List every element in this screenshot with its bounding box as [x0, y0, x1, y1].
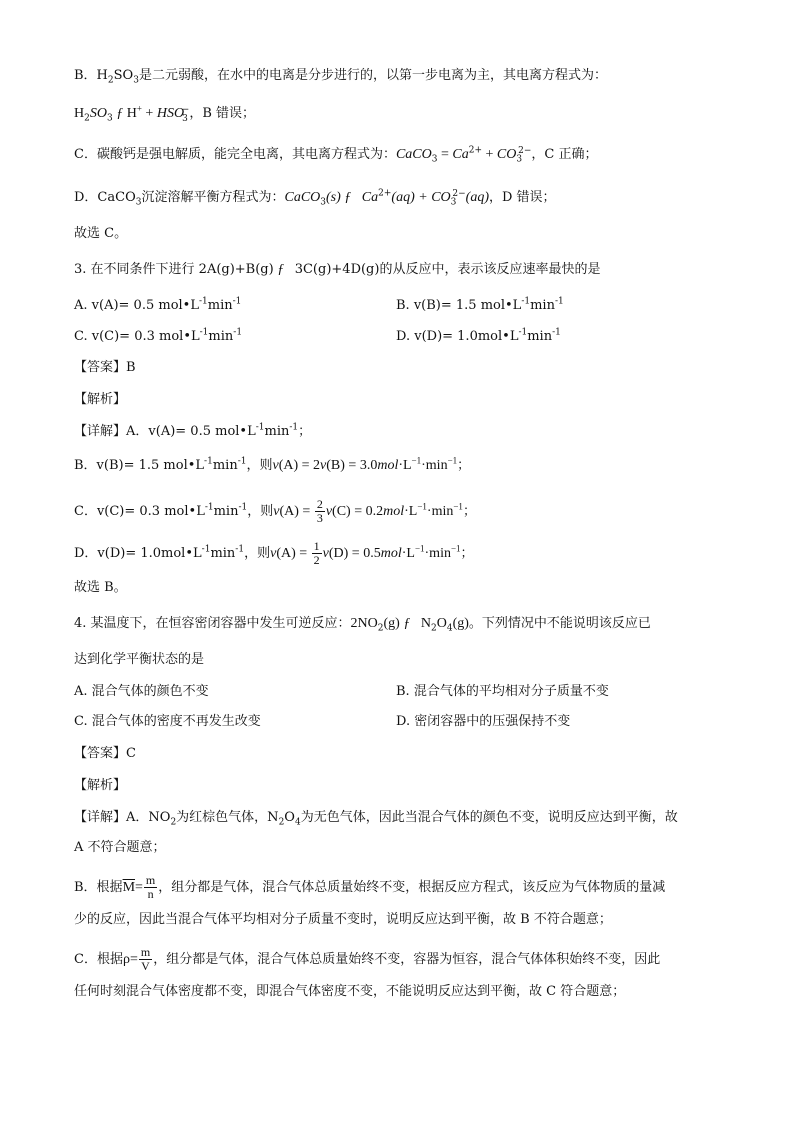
- question-4-stem-line2: 达到化学平衡状态的是: [74, 652, 205, 667]
- q4-detail-a-line2: A 不符合题意；: [74, 840, 166, 855]
- q3-detail-c: C．v(C)= 0.3 $mol•L^{-1}\min^{-1}$，则v(A) = $\frac{2}{3}$ $v(C) = 0.2mol\cdot L^{-1}\cdot\min^{-1}$；: [74, 497, 476, 525]
- q3-option-b: B. v(B)= 1.5 $mol•L^{-1}\min^{-1}$: [396, 296, 564, 313]
- q3-detail-b: B．v(B)= 1.5 $mol•L^{-1}\min^{-1}$，则$v(A) = 2v(B) = 3.0mol\cdot L^{-1}\cdot\min^{-1}$；: [74, 455, 471, 473]
- q4-option-a: A. 混合气体的颜色不变: [74, 684, 209, 699]
- q4-answer: 【答案】C: [74, 746, 136, 761]
- q3-option-d: D. $v(D)= 1.0mol•L^{-1}\min^{-1}$: [396, 327, 561, 344]
- conclusion-b: 故选 B。: [74, 580, 127, 595]
- q4-analysis-label: 【解析】: [74, 778, 127, 793]
- q4-detail-a-line1: 【详解】A．$NO_2$为红棕色气体，$N_2O_4$为无色气体，因此当混合气体的颜色不变，说明反应达到平衡，故: [74, 810, 678, 828]
- q3-analysis-label: 【解析】: [74, 392, 127, 407]
- conclusion-c: 故选 C。: [74, 226, 128, 241]
- q3-option-c: C. v(C)= 0.3 $mol•L^{-1}\min^{-1}$: [74, 327, 243, 344]
- option-c-explanation: C．碳酸钙是强电解质，能完全电离，其电离方程式为：CaCO$_3$ = $Ca^{2+} + CO_3^{2-}$，C 正确；: [74, 145, 598, 165]
- q4-detail-b-line1: B．根据$\overline{M}=$ $\frac{m}{n}$ ，组分都是气体，混合气体总质量始终不变，根据反应方程式，该反应为气体物质的量减: [74, 873, 666, 901]
- q3-answer: 【答案】B: [74, 360, 136, 375]
- q4-option-d: D. 密闭容器中的压强保持不变: [396, 714, 571, 729]
- q4-detail-b-line2: 少的反应，因此当混合气体平均相对分子质量不变时，说明反应达到平衡，故 B 不符合题意；: [74, 912, 612, 927]
- q3-option-a: A. v(A)= 0.5 $mol•L^{-1}\min^{-1}$: [74, 296, 242, 313]
- q4-detail-c-line1: C．根据ρ= $\frac{m}{V}$ ，组分都是气体，混合气体总质量始终不变，容器为恒容，混合气体体积始终不变，因此: [74, 945, 661, 973]
- q3-detail-d: D．$v(D)= 1.0mol•L^{-1}\min^{-1}$，则v(A) = $\frac{1}{2}$ $v(D) = 0.5mol\cdot L^{-1}\cdot\min^{-1}$；: [74, 539, 474, 567]
- h2so3-ionization-equation: $H_2SO_3$ ƒ $H^+ + HSO_3^-$，B 错误；: [74, 103, 256, 124]
- question-4-stem-line1: 4. 某温度下，在恒容密闭容器中发生可逆反应：$2NO_2(g)$ ƒ $N_2O_4(g)$。下列情况中不能说明该反应已: [74, 616, 651, 634]
- q4-detail-c-line2: 任何时刻混合气体密度都不变，即混合气体密度不变，不能说明反应达到平衡，故 C 符合题意；: [74, 984, 626, 999]
- q4-option-c: C. 混合气体的密度不再发生改变: [74, 714, 261, 729]
- q3-detail-a: 【详解】A．v(A)= 0.5 $mol•L^{-1}\min^{-1}$；: [74, 422, 312, 439]
- question-3-stem: 3. 在不同条件下进行 2A(g)+B(g) ƒ 3C(g)+4D(g)的从反应中，表示该反应速率最快的是: [74, 262, 601, 277]
- option-b-explanation: B．$H_2SO_3$是二元弱酸，在水中的电离是分步进行的，以第一步电离为主，其电离方程式为：: [74, 68, 607, 86]
- q4-option-b: B. 混合气体的平均相对分子质量不变: [396, 684, 609, 699]
- option-d-explanation: D．CaCO$_3$沉淀溶解平衡方程式为：CaCO$_3$(s) ƒ $Ca^{2+}(aq) + CO_3^{2-}(aq)$，D 错误；: [74, 188, 556, 208]
